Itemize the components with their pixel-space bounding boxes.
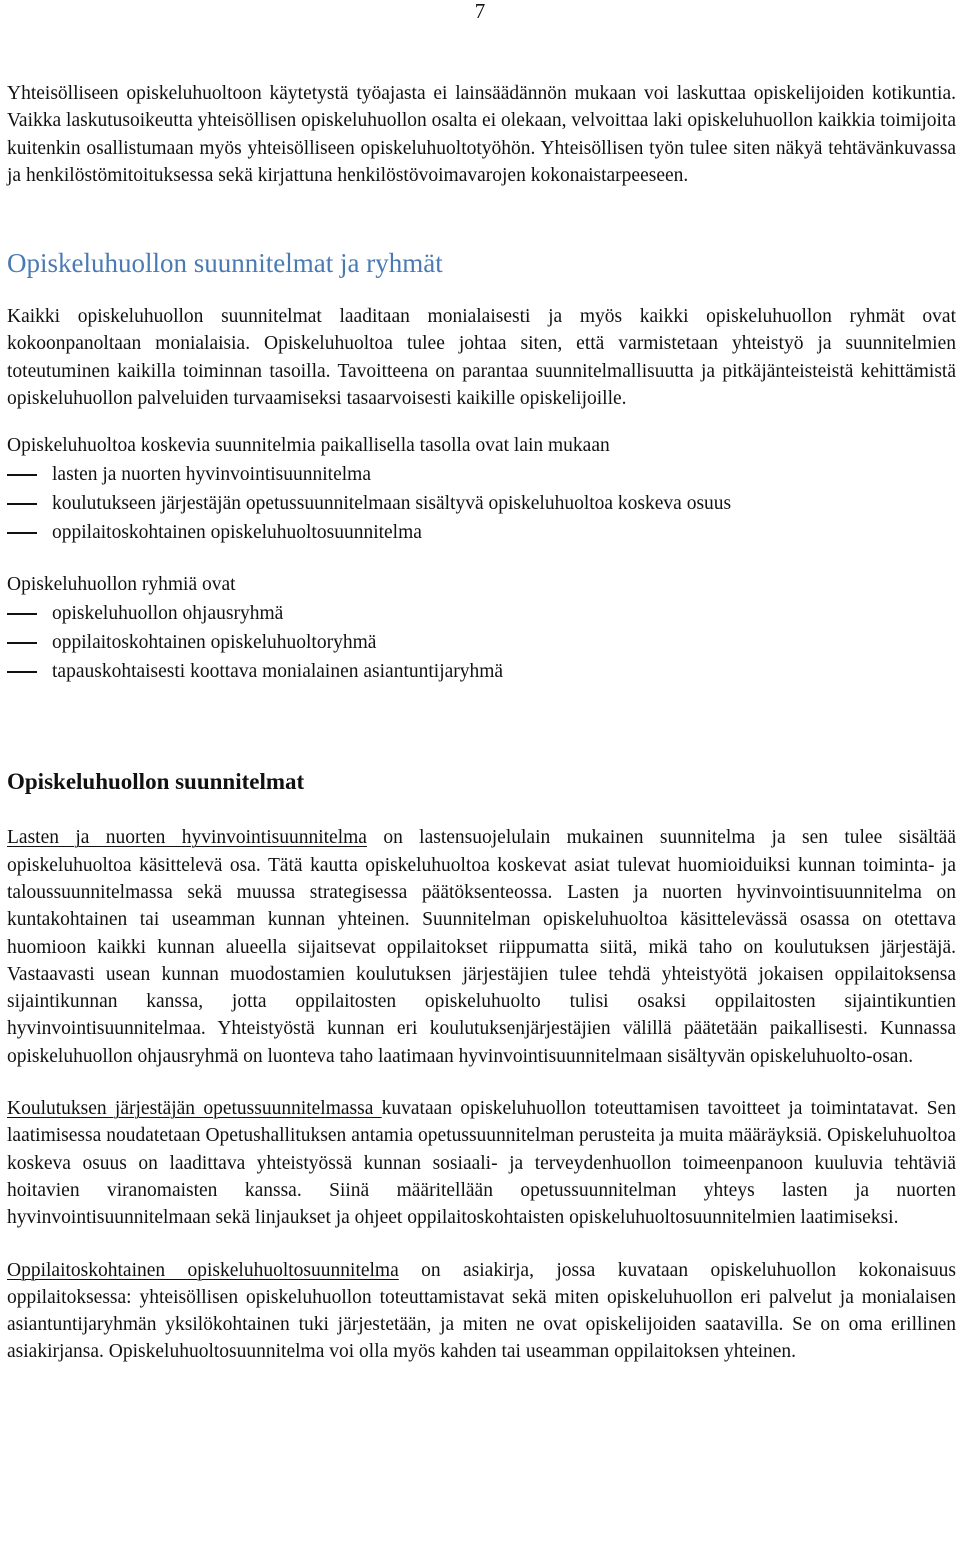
list-item (7, 657, 956, 686)
section-heading: Opiskeluhuollon suunnitelmat ja ryhmät (7, 248, 443, 279)
dash-bullet-icon (7, 532, 37, 534)
section-paragraph: Kaikki opiskeluhuollon suunnitelmat laaditaan monialaisesti ja myös kaikki opiskeluhuollon ryhmät ovat kokoonpanoltaan monialaisia. Opiskeluhuoltoa tulee johtaa siten, että varmistetaan yhteistyö ja suunnitelmien toteutuminen kaikilla toiminnan tasoilla. Tavoitteena on parantaa suunnitelmallisuutta ja pitkäjänteisteistä kehittämistä opiskeluhuollon palveluiden turvaamiseksi tasaarvoisesti kaikille opiskelijoille. (7, 306, 956, 410)
list-item (7, 599, 956, 628)
list-item-text: lasten ja nuorten hyvinvointisuunnitelma (52, 464, 371, 486)
list-item-text: oppilaitoskohtainen opiskeluhuoltosuunnitelma (52, 522, 422, 544)
list-item (7, 489, 956, 518)
dash-bullet-icon (7, 613, 37, 615)
plan-paragraph-hyvinvointi (7, 824, 956, 1070)
paragraph-text: on asiakirja, jossa kuvataan opiskeluhuollon kokonaisuus oppilaitoksessa: yhteisöllisen opiskeluhuollon toteuttamistavat sekä miten opiskeluhuollon eri palvelut ja monialaisen asiantuntijaryhmän yksilökohtainen tuki järjestetään, ja miten ne ovat opiskelijoiden saatavilla. Se on oma erillinen asiakirjansa. Opiskeluhuoltosuunnitelma voi olla myös kahden tai useamman oppilaitoksen yhteinen. (7, 1259, 956, 1363)
term-opetussuunnitelma: Koulutuksen järjestäjän opetussuunnitelmassa (7, 1098, 382, 1120)
groups-lead: Opiskeluhuollon ryhmiä ovat (7, 574, 236, 596)
page-number: 7 (474, 0, 486, 23)
term-opiskeluhuoltosuunnitelma: Oppilaitoskohtainen opiskeluhuoltosuunnitelma (7, 1259, 399, 1281)
plan-paragraph-opiskeluhuoltosuunnitelma (7, 1257, 956, 1366)
list-item (7, 518, 956, 547)
document-body (7, 80, 956, 1366)
list-item (7, 628, 956, 657)
dash-bullet-icon (7, 503, 37, 505)
paragraph-text: kuvataan opiskeluhuollon toteuttamisen tavoitteet ja toimintatavat. Sen laatimisessa noudatetaan Opetushallituksen antamia opetussuunnitelman perusteita ja muita määräyksiä. Opiskeluhuoltoa koskeva osuus on laadittava yhteistyössä kunnan sosiaali- ja terveydenhuollon toimeenpanoon kuuluvia tehtäviä hoitavien viranomaisten kanssa. Siinä määritellään opetussuunnitelman yhteys lasten ja nuorten hyvinvointisuunnitelmaan sekä linjaukset ja ohjeet oppilaitoskohtaisten opiskeluhuoltosuunnitelmien laatimiseksi. (7, 1098, 956, 1229)
list-item (7, 460, 956, 489)
list-item-text: tapauskohtaisesti koottava monialainen asiantuntijaryhmä (52, 661, 504, 683)
plans-lead: Opiskeluhuoltoa koskevia suunnitelmia paikallisella tasolla ovat lain mukaan (7, 435, 610, 457)
dash-bullet-icon (7, 474, 37, 476)
intro-paragraph: Yhteisölliseen opiskeluhuoltoon käytetystä työajasta ei lainsäädännön mukaan voi laskuttaa opiskelijoiden kotikuntia. Vaikka laskutusoikeutta yhteisöllisen opiskeluhuollon osalta ei olekaan, velvoittaa laki opiskeluhuollon kaikkia toimijoita kuitenkin osallistumaan myös yhteisölliseen opiskeluhuoltotyöhön. Yhteisöllisen työn tulee siten näkyä tehtävänkuvassa ja henkilöstömitoituksessa sekä kirjattuna henkilöstövoimavarojen kokonaistarpeeseen. (7, 83, 956, 186)
list-item-text: opiskeluhuollon ohjausryhmä (52, 603, 284, 625)
dash-bullet-icon (7, 642, 37, 644)
groups-list (7, 599, 956, 686)
subsection-heading: Opiskeluhuollon suunnitelmat (7, 769, 305, 795)
dash-bullet-icon (7, 671, 37, 673)
plan-paragraph-opetussuunnitelma (7, 1095, 956, 1231)
list-item-text: oppilaitoskohtainen opiskeluhuoltoryhmä (52, 632, 377, 654)
list-item-text: koulutukseen järjestäjän opetussuunnitelmaan sisältyvä opiskeluhuoltoa koskeva osuus (52, 493, 732, 515)
plans-list (7, 460, 956, 547)
term-hyvinvointisuunnitelma: Lasten ja nuorten hyvinvointisuunnitelma (7, 827, 367, 849)
paragraph-text: on lastensuojelulain mukainen suunnitelma ja sen tulee sisältää opiskeluhuoltoa käsittelevä osa. Tätä kautta opiskeluhuoltoa koskevat asiat tulevat huomioiduiksi kunnan toiminta- ja taloussuunnitelmassa sekä muussa strategisessa päätöksenteossa. Lasten ja nuorten hyvinvointisuunnitelma on kuntakohtainen tai useamman kunnan yhteinen. Suunnitelman opiskeluhuoltoa käsittelevässä osassa on otettava huomioon kaikki kunnan alueella sijaitsevat oppilaitokset riippumatta siitä, mikä taho on koulutuksen järjestäjä. Vastaavasti usean kunnan muodostamien koulutuksen järjestäjien tulee tehdä yhteistyötä jokaisen oppilaitoksensa sijaintikunnan kanssa, jotta oppilaitosten opiskeluhuolto tulisi osaksi oppilaitosten sijaintikuntien hyvinvointisuunnitelmaa. Yhteistyöstä kunnan eri koulutuksenjärjestäjien välillä päätetään paikallisesti. Kunnassa opiskeluhuollon ohjausryhmä on luonteva taho laatimaan hyvinvointisuunnitelmaan sisältyvän opiskeluhuolto-osan. (7, 827, 956, 1067)
